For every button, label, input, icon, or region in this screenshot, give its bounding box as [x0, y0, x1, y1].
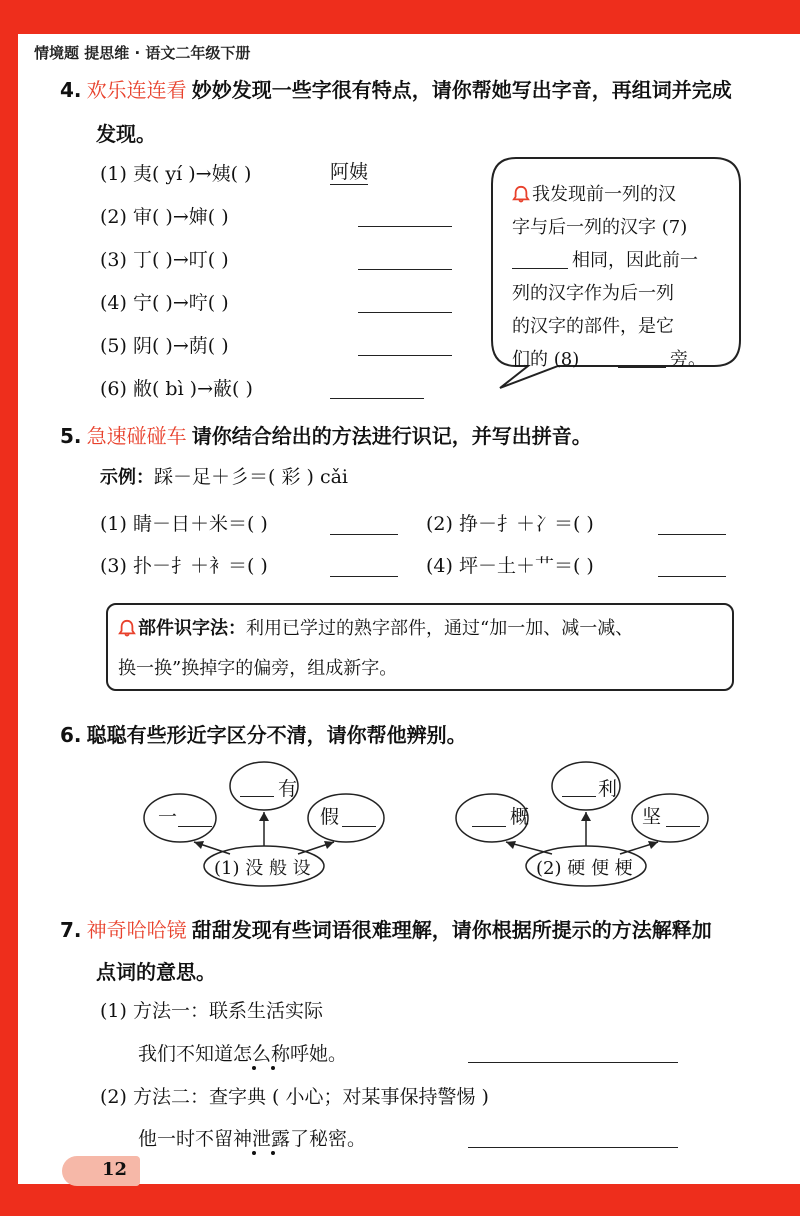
- q4-item-5: (5) 阴( )→荫( ): [100, 335, 229, 357]
- header-title: 情境题 提思维 · 语文二年级下册: [34, 44, 251, 62]
- q6-number: 6.: [60, 723, 82, 747]
- emphasis-dot: [271, 1066, 275, 1070]
- g1-center: (1) 没 般 设: [214, 858, 311, 879]
- q4-item-1-answer: 阿姨: [330, 157, 368, 185]
- g1-right-char: 假: [320, 806, 340, 828]
- q4-item-2-answer-line[interactable]: [358, 226, 452, 227]
- q5-item-2-answer-line[interactable]: [658, 534, 726, 535]
- q7-title: 神奇哈哈镜: [86, 918, 187, 942]
- bubble-line-3: 相同，因此前一: [572, 250, 698, 271]
- g1-left-char: 一: [158, 806, 178, 828]
- bubble-text-1: 我发现前一列的汉: [532, 184, 676, 205]
- tip-line-1: [118, 614, 633, 640]
- q7-number: 7.: [60, 918, 82, 942]
- q5-example: [100, 462, 348, 489]
- q7-instruction-cont: 点词的意思。: [96, 960, 216, 984]
- q5-title: 急速碰碰车: [86, 424, 187, 448]
- q4-item-5-answer-line[interactable]: [358, 355, 452, 356]
- tip-line-2: 换一换”换掉字的偏旁，组成新字。: [118, 658, 398, 679]
- page-number: 12: [102, 1159, 128, 1180]
- q7-sentence-1: 我们不知道怎么称呼她。: [138, 1043, 348, 1065]
- g2-right-char: 坚: [642, 806, 662, 828]
- q7-instruction: 甜甜发现有些词语很难理解，请你根据所提示的方法解释加: [191, 918, 712, 942]
- bell-icon: [118, 619, 136, 637]
- q4-heading: [60, 74, 732, 103]
- q4-item-1: (1) 夷( yí )→姨( ): [100, 163, 252, 185]
- emphasis-dot: [252, 1151, 256, 1155]
- q5-item-3-answer-line[interactable]: [330, 576, 398, 577]
- page-number-tab: [62, 1156, 140, 1186]
- g1-top-blank[interactable]: [240, 796, 274, 797]
- q4-item-6: (6) 敝( bì )→蔽( ): [100, 378, 253, 400]
- q7-method-2: (2) 方法二：查字典 ( 小心；对某事保持警惕 ): [100, 1086, 489, 1108]
- q4-item-3: (3) 丁( )→叮( ): [100, 249, 229, 271]
- bubble-line-2: 字与后一列的汉字 (7): [512, 217, 688, 238]
- q5-item-1-answer-line[interactable]: [330, 534, 398, 535]
- q5-instruction: 请你结合给出的方法进行识记，并写出拼音。: [191, 424, 592, 448]
- emphasis-dot: [271, 1151, 275, 1155]
- g2-left-char: 概: [510, 806, 530, 828]
- worksheet-page: [18, 34, 800, 1184]
- g2-left-blank[interactable]: [472, 826, 506, 827]
- q4-instruction: 妙妙发现一些字很有特点，请你帮她写出字音，再组词并完成: [191, 78, 732, 102]
- q5-item-2: (2) 挣－扌＋冫＝( ): [426, 513, 594, 535]
- bubble-blank-8[interactable]: [618, 367, 666, 368]
- q6-diagram: [18, 754, 800, 894]
- q4-title: 欢乐连连看: [86, 78, 187, 102]
- q4-item-4: (4) 宁( )→咛( ): [100, 292, 229, 314]
- q6-instruction: 聪聪有些形近字区分不清，请你帮他辨别。: [86, 723, 467, 747]
- q5-item-3: (3) 扑－扌＋衤＝( ): [100, 555, 268, 577]
- q7-method-1: (1) 方法一：联系生活实际: [100, 1000, 323, 1022]
- bubble-blank-7[interactable]: [512, 268, 568, 269]
- bell-icon: [512, 185, 530, 203]
- q5-number: 5.: [60, 424, 82, 448]
- bubble-line-6-end: 旁。: [670, 349, 706, 370]
- g2-top-char: 利: [598, 778, 618, 800]
- q7-sentence-2: 他一时不留神泄露了秘密。: [138, 1128, 367, 1150]
- g2-top-blank[interactable]: [562, 796, 596, 797]
- q5-example-label: 示例：: [100, 467, 154, 488]
- q5-item-4: (4) 坪－土＋艹＝( ): [426, 555, 594, 577]
- bubble-line-5: 的汉字的部件，是它: [512, 316, 674, 337]
- q5-heading: [60, 420, 592, 449]
- g1-left-blank[interactable]: [178, 826, 212, 827]
- q4-instruction-cont: 发现。: [96, 122, 156, 146]
- q7-answer-line-1[interactable]: [468, 1062, 678, 1063]
- g2-center: (2) 硬 便 梗: [536, 858, 633, 879]
- emphasis-dot: [252, 1066, 256, 1070]
- q5-example-text: 踩－足＋彡＝( 彩 ) cǎi: [154, 466, 348, 488]
- g1-right-blank[interactable]: [342, 826, 376, 827]
- q4-item-2: (2) 审( )→婶( ): [100, 206, 229, 228]
- bubble-line-1: [512, 180, 676, 206]
- q7-heading: [60, 914, 712, 943]
- q5-item-1: (1) 睛－日＋米＝( ): [100, 513, 268, 535]
- q4-number: 4.: [60, 78, 82, 102]
- bubble-line-4: 列的汉字作为后一列: [512, 283, 674, 304]
- g1-top-char: 有: [278, 778, 298, 800]
- tip-text-1: 利用已学过的熟字部件，通过“加一加、减一减、: [246, 618, 634, 639]
- g2-right-blank[interactable]: [666, 826, 700, 827]
- q4-item-6-answer-line[interactable]: [330, 398, 424, 399]
- q4-item-3-answer-line[interactable]: [358, 269, 452, 270]
- q7-answer-line-2[interactable]: [468, 1147, 678, 1148]
- q4-item-4-answer-line[interactable]: [358, 312, 452, 313]
- q6-heading: [60, 719, 467, 748]
- tip-label: 部件识字法：: [138, 618, 246, 639]
- bubble-line-6: 们的 (8): [512, 349, 580, 370]
- q5-item-4-answer-line[interactable]: [658, 576, 726, 577]
